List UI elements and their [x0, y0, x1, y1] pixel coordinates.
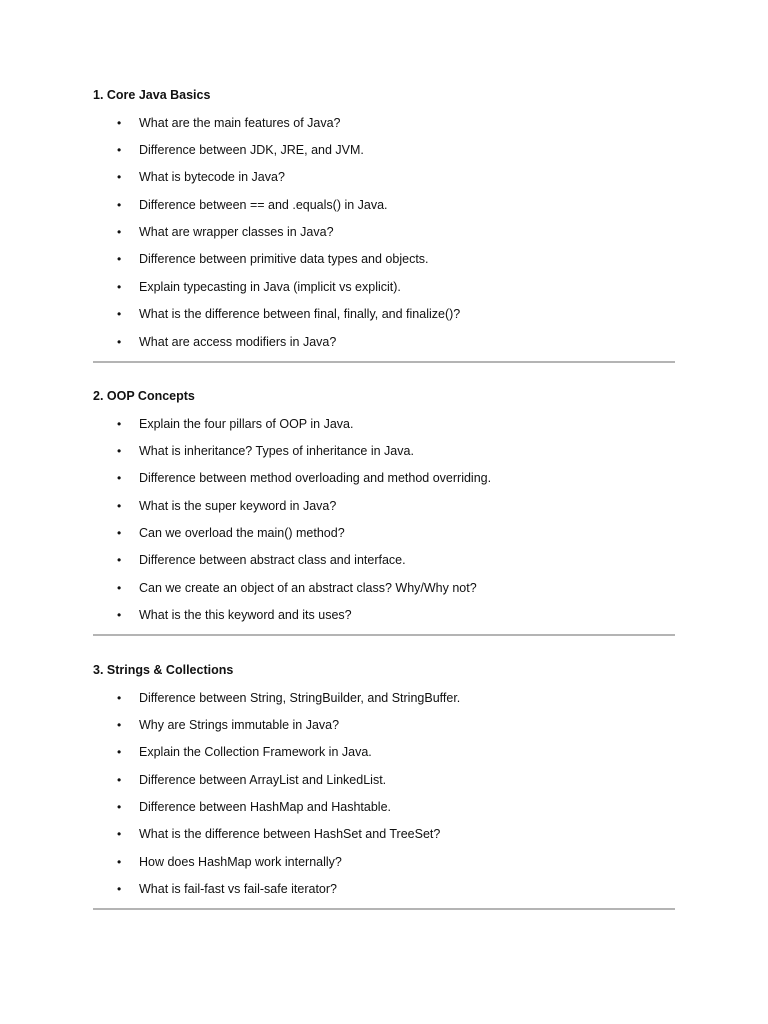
question-list	[93, 116, 675, 363]
bullet-icon: •	[117, 690, 122, 705]
bullet-icon: •	[117, 142, 122, 157]
question-text: Difference between == and .equals() in Java.	[139, 197, 388, 212]
question-text: Difference between HashMap and Hashtable.	[139, 800, 392, 815]
list-item	[93, 499, 675, 526]
bullet-icon: •	[117, 580, 122, 595]
section-strings-collections	[93, 663, 675, 910]
question-text: Explain typecasting in Java (implicit vs explicit).	[139, 279, 401, 294]
section-divider	[93, 908, 675, 910]
list-item	[93, 471, 675, 498]
list-item	[93, 198, 675, 225]
list-item	[93, 800, 675, 827]
section-divider	[93, 361, 675, 363]
list-item	[93, 553, 675, 580]
bullet-icon: •	[117, 252, 122, 267]
list-item	[93, 882, 675, 909]
question-text: Difference between method overloading and method overriding.	[139, 471, 492, 486]
question-text: What is fail-fast vs fail-safe iterator?	[139, 882, 337, 897]
question-list	[93, 417, 675, 636]
question-text: Why are Strings immutable in Java?	[139, 717, 340, 732]
question-text: What is the difference between final, finally, and finalize()?	[139, 307, 461, 322]
section-core-java-basics	[93, 88, 675, 362]
bullet-icon: •	[117, 307, 122, 322]
list-item	[93, 773, 675, 800]
list-item	[93, 307, 675, 334]
bullet-icon: •	[117, 854, 122, 869]
question-text: Difference between abstract class and interface.	[139, 553, 406, 568]
list-item	[93, 143, 675, 170]
list-item	[93, 252, 675, 279]
question-text: What are access modifiers in Java?	[139, 334, 337, 349]
question-text: What is the this keyword and its uses?	[139, 608, 352, 623]
bullet-icon: •	[117, 745, 122, 760]
list-item	[93, 608, 675, 635]
bullet-icon: •	[117, 608, 122, 623]
question-text: Difference between String, StringBuilder, and StringBuffer.	[139, 690, 461, 705]
question-text: What is the super keyword in Java?	[139, 498, 337, 513]
bullet-icon: •	[117, 115, 122, 130]
bullet-icon: •	[117, 170, 122, 185]
section-heading: 3. Strings & Collections	[93, 663, 234, 677]
bullet-icon: •	[117, 717, 122, 732]
section-heading: 2. OOP Concepts	[93, 389, 195, 403]
bullet-icon: •	[117, 800, 122, 815]
list-item	[93, 116, 675, 143]
question-text: Explain the Collection Framework in Java.	[139, 745, 372, 760]
question-text: Can we overload the main() method?	[139, 526, 345, 541]
section-oop-concepts	[93, 389, 675, 636]
question-text: Difference between ArrayList and LinkedList.	[139, 772, 387, 787]
list-item	[93, 581, 675, 608]
bullet-icon: •	[117, 279, 122, 294]
question-text: What is inheritance? Types of inheritance in Java.	[139, 443, 414, 458]
bullet-icon: •	[117, 772, 122, 787]
list-item	[93, 170, 675, 197]
bullet-icon: •	[117, 471, 122, 486]
bullet-icon: •	[117, 197, 122, 212]
list-item	[93, 718, 675, 745]
list-item	[93, 417, 675, 444]
bullet-icon: •	[117, 498, 122, 513]
question-text: Can we create an object of an abstract class? Why/Why not?	[139, 580, 477, 595]
question-list	[93, 691, 675, 910]
list-item	[93, 526, 675, 553]
bullet-icon: •	[117, 553, 122, 568]
list-item	[93, 225, 675, 252]
list-item	[93, 855, 675, 882]
list-item	[93, 444, 675, 471]
list-item	[93, 280, 675, 307]
list-item	[93, 691, 675, 718]
bullet-icon: •	[117, 882, 122, 897]
bullet-icon: •	[117, 225, 122, 240]
list-item	[93, 745, 675, 772]
section-divider	[93, 634, 675, 636]
section-heading: 1. Core Java Basics	[93, 88, 211, 102]
bullet-icon: •	[117, 443, 122, 458]
bullet-icon: •	[117, 416, 122, 431]
bullet-icon: •	[117, 827, 122, 842]
list-item	[93, 827, 675, 854]
bullet-icon: •	[117, 334, 122, 349]
question-text: What are the main features of Java?	[139, 115, 341, 130]
question-text: Difference between primitive data types and objects.	[139, 252, 429, 267]
question-text: What is bytecode in Java?	[139, 170, 285, 185]
question-text: What is the difference between HashSet and TreeSet?	[139, 827, 441, 842]
bullet-icon: •	[117, 526, 122, 541]
question-text: Difference between JDK, JRE, and JVM.	[139, 142, 364, 157]
question-text: What are wrapper classes in Java?	[139, 225, 334, 240]
list-item	[93, 335, 675, 362]
question-text: How does HashMap work internally?	[139, 854, 342, 869]
question-text: Explain the four pillars of OOP in Java.	[139, 416, 354, 431]
